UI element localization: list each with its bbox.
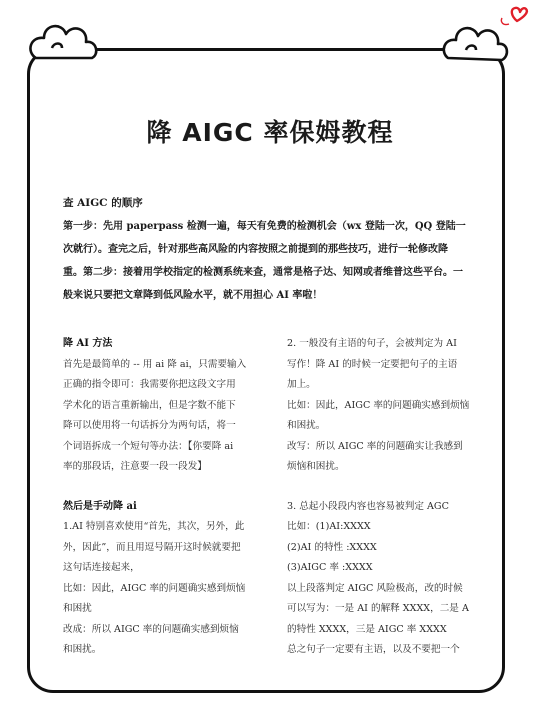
intro-line: 般来说只要把文章降到低风险水平，就不用担心 AI 率啦！ — [63, 290, 323, 301]
text-line: 比如：因此，AIGC 率的问题确实感到烦恼 — [63, 582, 246, 594]
text-line: 学术化的语言重新输出，但是字数不能下 — [63, 399, 236, 411]
cloud-left-icon — [30, 26, 96, 58]
text-line: 总之句子一定要有主语，以及不要把一个 — [287, 644, 460, 655]
text-line: 和困扰。 — [287, 420, 326, 431]
text-line: 加上。 — [287, 379, 316, 390]
page-title: 降 AIGC 率保姆教程 — [146, 118, 394, 147]
text-line: 比如：因此，AIGC 率的问题确实感到烦恼 — [287, 399, 470, 411]
text-line: 首先是最简单的 -- 用 ai 降 ai，只需要输入 — [63, 358, 247, 370]
intro-paragraph — [63, 215, 481, 307]
text-line: 可以写为：一是 AI 的解释 XXXX，二是 A — [287, 603, 469, 614]
text-line: 和困扰。 — [63, 644, 102, 655]
text-line: 这句话连接起来， — [63, 562, 140, 573]
intro-line: 重。第二步：接着用学校指定的检测系统来查，通常是格子达、知网或者维普这些平台。一 — [63, 267, 463, 278]
text-line: 率的那段话，注意要一段一段发】 — [63, 461, 207, 472]
text-line: 比如：(1)AI:XXXX — [287, 521, 371, 532]
text-line: 1.AI 特别喜欢使用“首先，其次，另外，此 — [63, 521, 245, 532]
intro-line: 第一步：先用 paperpass 检测一遍，每天有免费的检测机会（wx 登陆一次，QQ 登陆一 — [63, 221, 466, 232]
text-line: 烦恼和困扰。 — [287, 461, 345, 472]
text-line: 2. 一般没有主语的句子，会被判定为 AI — [287, 338, 457, 349]
text-line: 个词语拆成一个短句等办法：【你要降 ai — [63, 440, 234, 452]
text-line: 正确的指令即可：我需要你把这段文字用 — [63, 379, 236, 390]
text-line: 和困扰 — [63, 603, 92, 614]
left-column — [63, 334, 261, 661]
text-line: 降可以使用将一句话拆分为两句话，将一 — [63, 420, 236, 431]
text-line: 的特性 XXXX，三是 AIGC 率 XXXX — [287, 623, 447, 635]
intro-line: 次就行）。查完之后，针对那些高风险的内容按照之前提到的那些技巧，进行一轮修改降 — [63, 244, 448, 255]
text-line: 改写：所以 AIGC 率的问题确实让我感到 — [287, 440, 463, 452]
text-line: (3)AIGC 率 :XXXX — [287, 562, 373, 573]
heart-icon — [501, 8, 527, 25]
text-line: 外，因此”，而且用逗号隔开这时候就要把 — [63, 541, 241, 553]
right-column — [287, 334, 482, 661]
cloud-right-icon — [444, 28, 507, 60]
section-heading-methods: 降 AI 方法 — [63, 338, 113, 349]
intro-heading: 查 AIGC 的顺序 — [63, 197, 143, 209]
intro-block — [63, 192, 481, 307]
text-line: 3. 总起小段段内容也容易被判定 AGC — [287, 500, 449, 512]
text-line: (2)AI 的特性 :XXXX — [287, 541, 377, 553]
section-heading-manual: 然后是手动降 ai — [63, 500, 137, 512]
text-line: 写作！降 AI 的时候一定要把句子的主语 — [287, 358, 458, 370]
frame-decoration — [0, 0, 540, 80]
text-line: 改成：所以 AIGC 率的问题确实感到烦恼 — [63, 623, 239, 635]
text-line: 以上段落判定 AIGC 风险极高，改的时候 — [287, 582, 463, 594]
